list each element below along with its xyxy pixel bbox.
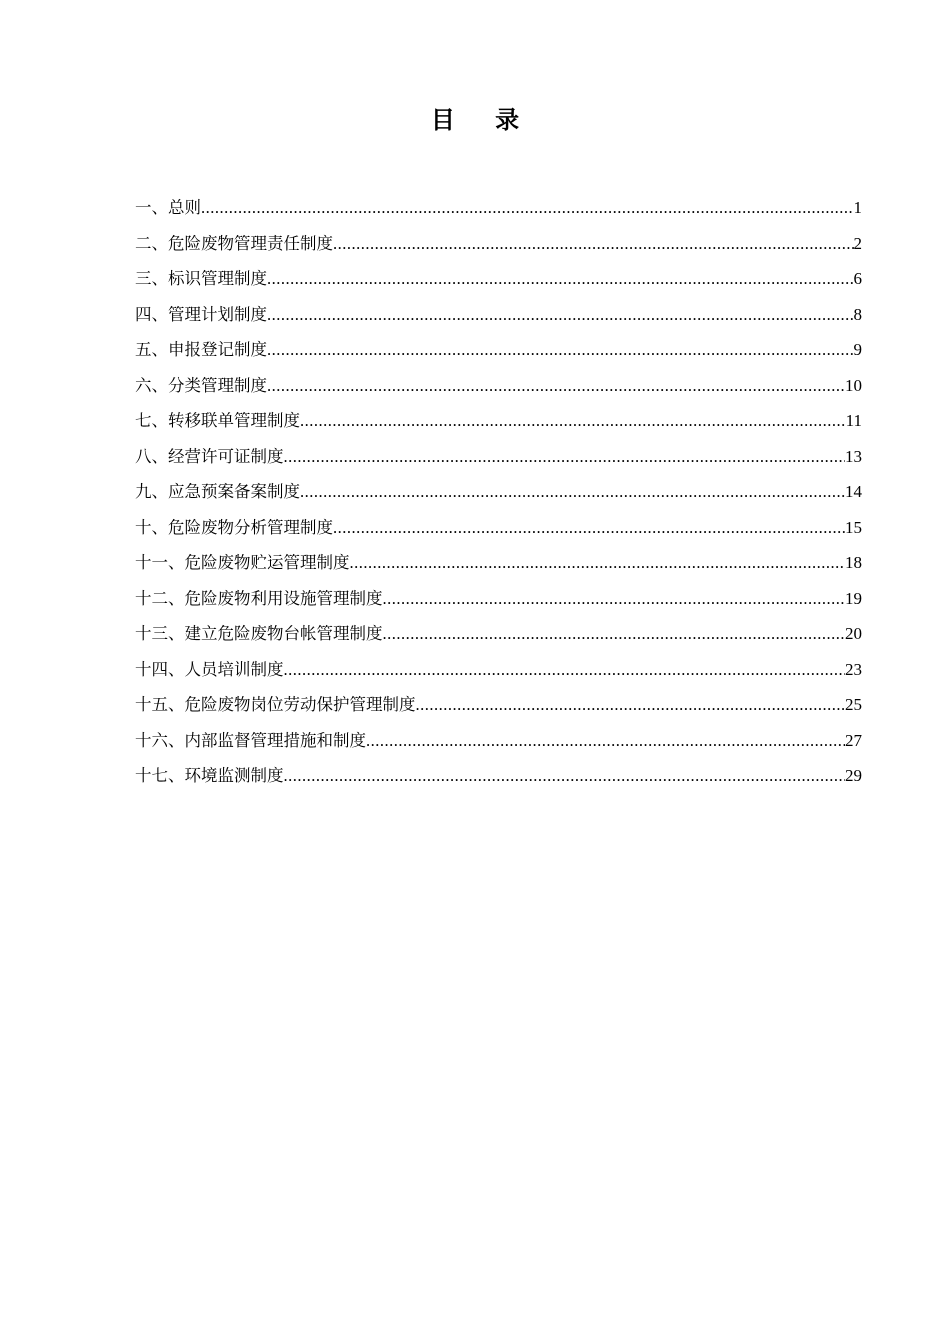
toc-leader-dots xyxy=(383,619,846,649)
toc-entry-label: 十七、环境监测制度 xyxy=(135,766,284,785)
toc-entry-page: 13 xyxy=(845,446,862,466)
toc-entry-label: 十六、内部监督管理措施和制度 xyxy=(135,730,366,750)
toc-entry-label: 四、管理计划制度 xyxy=(135,304,267,324)
toc-entry-page: 23 xyxy=(845,659,862,679)
toc-entry-label: 五、申报登记制度 xyxy=(135,340,267,359)
toc-entry[interactable] xyxy=(135,264,862,300)
toc-entry-label: 十三、建立危险废物台帐管理制度 xyxy=(135,624,383,643)
toc-entry[interactable] xyxy=(135,335,862,371)
toc-leader-dots xyxy=(383,584,846,614)
toc-leader-dots xyxy=(300,406,846,436)
toc-entry[interactable] xyxy=(135,193,862,229)
toc-entry-label: 三、标识管理制度 xyxy=(135,269,267,288)
toc-leader-dots xyxy=(333,229,854,259)
toc-leader-dots xyxy=(267,335,854,365)
toc-entry-page: 15 xyxy=(845,517,862,537)
toc-entry-page: 29 xyxy=(845,766,862,785)
toc-entry-page: 27 xyxy=(845,730,862,750)
toc-entry-page: 18 xyxy=(845,553,862,572)
toc-entry-label: 十四、人员培训制度 xyxy=(135,659,284,679)
toc-entry-page: 6 xyxy=(853,269,862,288)
toc-entry-label: 六、分类管理制度 xyxy=(135,375,267,395)
toc-leader-dots xyxy=(267,264,854,294)
toc-entry[interactable] xyxy=(135,229,862,265)
toc-leader-dots xyxy=(284,655,846,685)
toc-entry[interactable] xyxy=(135,371,862,407)
toc-entry[interactable] xyxy=(135,726,862,762)
toc-leader-dots xyxy=(366,726,845,756)
toc-entry[interactable] xyxy=(135,619,862,655)
toc-leader-dots xyxy=(416,690,846,720)
toc-entry-page: 8 xyxy=(853,304,862,324)
toc-entry[interactable] xyxy=(135,690,862,726)
toc-leader-dots xyxy=(267,371,845,401)
toc-entry-label: 十五、危险废物岗位劳动保护管理制度 xyxy=(135,695,416,714)
toc-entry-page: 11 xyxy=(845,411,862,430)
toc-entry-page: 14 xyxy=(845,482,862,501)
toc-entry-label: 九、应急预案备案制度 xyxy=(135,482,300,501)
toc-entry-label: 十二、危险废物利用设施管理制度 xyxy=(135,588,383,608)
toc-entry-page: 20 xyxy=(845,624,862,643)
toc-entry[interactable] xyxy=(135,761,862,797)
toc-leader-dots xyxy=(201,193,854,223)
toc-entry-label: 二、危险废物管理责任制度 xyxy=(135,233,333,253)
toc-entry-label: 十一、危险废物贮运管理制度 xyxy=(135,553,350,572)
toc-title: 目 录 xyxy=(430,106,536,134)
toc-entry[interactable] xyxy=(135,548,862,584)
toc-entry[interactable] xyxy=(135,442,862,478)
toc-entry-label: 十、危险废物分析管理制度 xyxy=(135,517,333,537)
toc-entry[interactable] xyxy=(135,477,862,513)
toc-leader-dots xyxy=(267,300,854,330)
toc-entry-page: 9 xyxy=(853,340,862,359)
toc-entry-label: 一、总则 xyxy=(135,198,201,217)
toc-leader-dots xyxy=(300,477,845,507)
toc-entry-label: 八、经营许可证制度 xyxy=(135,446,284,466)
toc-entry-page: 10 xyxy=(845,375,862,395)
toc-entry-label: 七、转移联单管理制度 xyxy=(135,411,300,430)
toc-entry[interactable] xyxy=(135,655,862,691)
toc-entry[interactable] xyxy=(135,513,862,549)
toc-leader-dots xyxy=(333,513,845,543)
toc-entry-page: 25 xyxy=(845,695,862,714)
toc-entry-page: 1 xyxy=(853,198,862,217)
toc-list xyxy=(135,193,862,797)
toc-entry[interactable] xyxy=(135,300,862,336)
toc-leader-dots xyxy=(284,761,846,791)
toc-entry-page: 19 xyxy=(845,588,862,608)
toc-entry-page: 2 xyxy=(853,233,862,253)
toc-leader-dots xyxy=(350,548,846,578)
toc-leader-dots xyxy=(284,442,846,472)
toc-entry[interactable] xyxy=(135,406,862,442)
toc-entry[interactable] xyxy=(135,584,862,620)
